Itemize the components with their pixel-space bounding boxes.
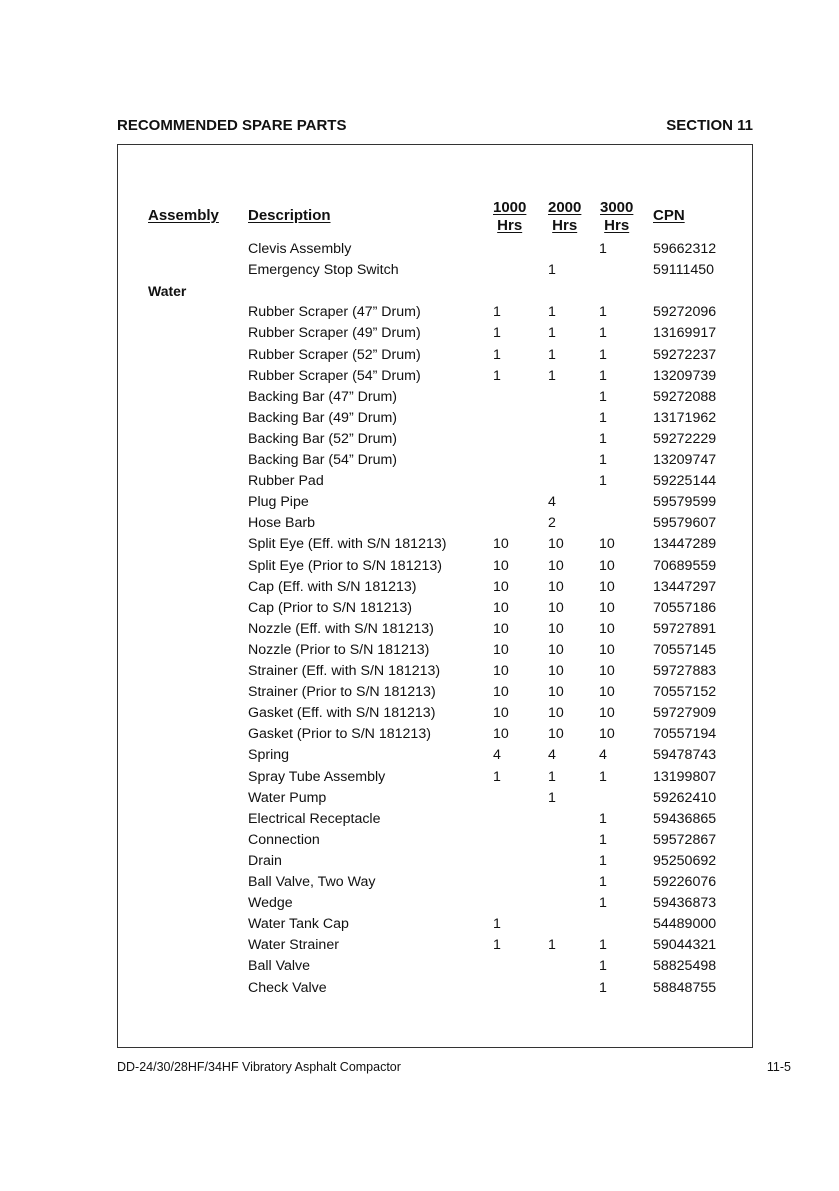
table-row: [118, 811, 752, 832]
description-cell: Spring: [248, 747, 290, 764]
qty-3000hrs-cell: 1: [599, 831, 607, 848]
cpn-cell: 59272237: [653, 346, 717, 363]
description-cell: Gasket (Prior to S/N 181213): [248, 726, 431, 743]
cpn-cell: 13447289: [653, 536, 717, 553]
table-row: [118, 452, 752, 473]
table-row: [118, 747, 752, 768]
cpn-cell: 59044321: [653, 937, 717, 954]
description-cell: Check Valve: [248, 979, 327, 996]
description-cell: Ball Valve, Two Way: [248, 874, 376, 890]
qty-3000hrs-cell: 1: [599, 473, 607, 490]
cpn-cell: 59262410: [653, 789, 717, 806]
description-cell: Cap (Prior to S/N 181213): [248, 599, 413, 616]
cpn-cell: 59727909: [653, 705, 717, 722]
qty-2000hrs-cell: 1: [548, 768, 556, 785]
qty-3000hrs-cell: 10: [599, 599, 615, 616]
cpn-cell: 95250692: [653, 852, 717, 869]
qty-2000hrs-cell: 10: [548, 578, 564, 595]
qty-2000hrs-cell: 1: [548, 262, 556, 279]
qty-3000hrs-cell: 10: [599, 705, 615, 722]
cpn-cell: 70557186: [653, 599, 717, 616]
col-1000hrs-bottom: Hrs: [497, 217, 523, 234]
col-1000hrs-top: 1000: [493, 199, 527, 216]
cpn-cell: 58825498: [653, 958, 717, 975]
table-row: [118, 431, 752, 452]
table-row: [118, 642, 752, 663]
table-row: [118, 621, 752, 642]
cpn-cell: 59478743: [653, 747, 717, 764]
description-cell: Water Strainer: [248, 937, 339, 954]
table-row: [118, 874, 752, 895]
cpn-cell: 59272088: [653, 388, 717, 405]
qty-2000hrs-cell: 10: [548, 726, 564, 743]
description-cell: Drain: [248, 852, 282, 869]
table-row: [118, 325, 752, 346]
qty-1000hrs-cell: 10: [493, 663, 509, 679]
col-2000hrs-header: [548, 199, 581, 235]
qty-3000hrs-cell: 1: [599, 937, 607, 954]
cpn-cell: 54489000: [653, 916, 717, 933]
qty-3000hrs-cell: 1: [599, 895, 607, 912]
cpn-cell: 59727883: [653, 663, 717, 679]
qty-1000hrs-cell: 10: [493, 705, 509, 722]
description-cell: Electrical Receptacle: [248, 810, 381, 827]
table-row: [118, 558, 752, 579]
table-row: [118, 769, 752, 790]
table-row: [118, 241, 752, 262]
qty-3000hrs-cell: 1: [599, 979, 607, 996]
qty-1000hrs-cell: 1: [493, 916, 501, 933]
cpn-cell: 59272229: [653, 430, 717, 447]
description-cell: Emergency Stop Switch: [248, 262, 399, 279]
qty-2000hrs-cell: 1: [548, 304, 556, 321]
qty-2000hrs-cell: 10: [548, 705, 564, 722]
description-cell: Plug Pipe: [248, 494, 309, 511]
qty-1000hrs-cell: 1: [493, 367, 501, 384]
qty-2000hrs-cell: 10: [548, 599, 564, 616]
cpn-cell: 59436865: [653, 810, 717, 827]
page-title: RECOMMENDED SPARE PARTS: [117, 117, 347, 134]
col-assembly-header: Assembly: [148, 207, 219, 224]
col-description-header: Description: [248, 207, 331, 224]
cpn-cell: 13169917: [653, 325, 717, 342]
qty-2000hrs-cell: 4: [548, 494, 556, 511]
table-row: [118, 389, 752, 410]
qty-2000hrs-cell: 1: [548, 789, 556, 806]
qty-1000hrs-cell: 1: [493, 768, 501, 785]
qty-1000hrs-cell: 10: [493, 578, 509, 595]
col-3000hrs-bottom: Hrs: [604, 217, 630, 234]
qty-2000hrs-cell: 1: [548, 937, 556, 954]
table-row: [118, 473, 752, 494]
table-row: [118, 790, 752, 811]
cpn-cell: 13209747: [653, 452, 717, 468]
description-cell: Water Pump: [248, 789, 327, 806]
qty-3000hrs-cell: 1: [599, 367, 607, 384]
qty-1000hrs-cell: 1: [493, 325, 501, 342]
qty-3000hrs-cell: 1: [599, 452, 607, 468]
description-cell: Spray Tube Assembly: [248, 768, 386, 785]
qty-1000hrs-cell: 1: [493, 304, 501, 321]
col-3000hrs-header: [600, 199, 633, 235]
cpn-cell: 13447297: [653, 578, 717, 595]
table-row: [118, 368, 752, 389]
description-cell: Rubber Scraper (47” Drum): [248, 304, 421, 321]
table-row: [118, 916, 752, 937]
table-row: [118, 895, 752, 916]
parts-table-frame: [117, 144, 753, 1048]
description-cell: Nozzle (Eff. with S/N 181213): [248, 620, 434, 637]
qty-3000hrs-cell: 1: [599, 241, 607, 257]
table-row: [118, 726, 752, 747]
cpn-cell: 59579607: [653, 515, 717, 532]
description-cell: Strainer (Eff. with S/N 181213): [248, 663, 441, 679]
table-row: [118, 579, 752, 600]
qty-2000hrs-cell: 4: [548, 747, 556, 764]
col-3000hrs-top: 3000: [600, 199, 634, 216]
description-cell: Backing Bar (54” Drum): [248, 452, 398, 468]
section-label: SECTION 11: [666, 117, 753, 134]
description-cell: Nozzle (Prior to S/N 181213): [248, 641, 430, 658]
description-cell: Split Eye (Prior to S/N 181213): [248, 557, 442, 574]
qty-2000hrs-cell: 10: [548, 620, 564, 637]
footer-page-number: 11-5: [766, 1060, 791, 1074]
qty-3000hrs-cell: 10: [599, 641, 615, 658]
description-cell: Rubber Scraper (49” Drum): [248, 325, 421, 342]
description-cell: Water Tank Cap: [248, 916, 349, 933]
col-cpn-header: CPN: [653, 207, 685, 224]
qty-1000hrs-cell: 10: [493, 726, 509, 743]
qty-1000hrs-cell: 10: [493, 599, 509, 616]
cpn-cell: 13209739: [653, 367, 717, 384]
table-row: [118, 937, 752, 958]
table-row: [118, 600, 752, 621]
table-row: [118, 853, 752, 874]
table-row: [118, 705, 752, 726]
qty-3000hrs-cell: 10: [599, 726, 615, 743]
description-cell: Strainer (Prior to S/N 181213): [248, 684, 436, 701]
qty-3000hrs-cell: 10: [599, 578, 615, 595]
description-cell: Backing Bar (49” Drum): [248, 409, 398, 426]
qty-1000hrs-cell: 10: [493, 620, 509, 637]
table-row: [118, 515, 752, 536]
qty-3000hrs-cell: 1: [599, 388, 607, 405]
cpn-cell: 70557194: [653, 726, 717, 743]
qty-2000hrs-cell: 1: [548, 367, 556, 384]
cpn-cell: 70689559: [653, 557, 717, 574]
cpn-cell: 13171962: [653, 409, 717, 426]
qty-2000hrs-cell: 1: [548, 325, 556, 342]
qty-3000hrs-cell: 1: [599, 409, 607, 426]
qty-1000hrs-cell: 10: [493, 684, 509, 701]
description-cell: Split Eye (Eff. with S/N 181213): [248, 536, 447, 553]
assembly-group-label: Water: [148, 283, 187, 300]
cpn-cell: 13199807: [653, 768, 717, 785]
table-row: [118, 832, 752, 853]
description-cell: Backing Bar (52” Drum): [248, 430, 398, 447]
qty-3000hrs-cell: 1: [599, 325, 607, 342]
qty-1000hrs-cell: 1: [493, 346, 501, 363]
qty-3000hrs-cell: 10: [599, 684, 615, 701]
qty-3000hrs-cell: 1: [599, 304, 607, 321]
qty-2000hrs-cell: 10: [548, 536, 564, 553]
cpn-cell: 59111450: [653, 262, 715, 279]
table-row: [118, 663, 752, 684]
col-2000hrs-top: 2000: [548, 199, 582, 216]
description-cell: Clevis Assembly: [248, 241, 352, 257]
cpn-cell: 59226076: [653, 874, 717, 890]
cpn-cell: 58848755: [653, 979, 717, 996]
table-row: [118, 304, 752, 325]
description-cell: Cap (Eff. with S/N 181213): [248, 578, 417, 595]
table-row: [118, 536, 752, 557]
cpn-cell: 70557145: [653, 641, 717, 658]
qty-1000hrs-cell: 10: [493, 641, 509, 658]
qty-2000hrs-cell: 10: [548, 557, 564, 574]
qty-2000hrs-cell: 10: [548, 641, 564, 658]
qty-1000hrs-cell: 10: [493, 536, 509, 553]
qty-3000hrs-cell: 10: [599, 536, 615, 553]
cpn-cell: 59436873: [653, 895, 717, 912]
description-cell: Rubber Scraper (52” Drum): [248, 346, 421, 363]
qty-3000hrs-cell: 1: [599, 874, 607, 890]
assembly-group-row: [118, 283, 752, 304]
qty-3000hrs-cell: 1: [599, 852, 607, 869]
description-cell: Wedge: [248, 895, 293, 912]
qty-2000hrs-cell: 10: [548, 663, 564, 679]
description-cell: Connection: [248, 831, 320, 848]
qty-3000hrs-cell: 1: [599, 768, 607, 785]
qty-3000hrs-cell: 10: [599, 663, 615, 679]
qty-3000hrs-cell: 1: [599, 810, 607, 827]
cpn-cell: 59272096: [653, 304, 717, 321]
qty-2000hrs-cell: 10: [548, 684, 564, 701]
cpn-cell: 59727891: [653, 620, 717, 637]
cpn-cell: 59225144: [653, 473, 717, 490]
qty-3000hrs-cell: 1: [599, 958, 607, 975]
table-row: [118, 410, 752, 431]
table-row: [118, 980, 752, 1001]
description-cell: Hose Barb: [248, 515, 316, 532]
description-cell: Rubber Pad: [248, 473, 324, 490]
description-cell: Backing Bar (47” Drum): [248, 388, 398, 405]
table-row: [118, 347, 752, 368]
footer-model: DD-24/30/28HF/34HF Vibratory Asphalt Compactor: [117, 1060, 401, 1074]
description-cell: Gasket (Eff. with S/N 181213): [248, 705, 436, 722]
qty-2000hrs-cell: 2: [548, 515, 556, 532]
table-row: [118, 494, 752, 515]
qty-2000hrs-cell: 1: [548, 346, 556, 363]
table-row: [118, 684, 752, 705]
cpn-cell: 59662312: [653, 241, 717, 257]
table-row: [118, 262, 752, 283]
table-row: [118, 958, 752, 979]
qty-3000hrs-cell: 1: [599, 430, 607, 447]
qty-3000hrs-cell: 10: [599, 620, 615, 637]
qty-3000hrs-cell: 10: [599, 557, 615, 574]
col-1000hrs-header: [493, 199, 526, 235]
cpn-cell: 59579599: [653, 494, 717, 511]
qty-3000hrs-cell: 4: [599, 747, 607, 764]
description-cell: Ball Valve: [248, 958, 311, 975]
qty-1000hrs-cell: 1: [493, 937, 501, 954]
cpn-cell: 70557152: [653, 684, 717, 701]
cpn-cell: 59572867: [653, 831, 717, 848]
qty-1000hrs-cell: 4: [493, 747, 501, 764]
qty-1000hrs-cell: 10: [493, 557, 509, 574]
col-2000hrs-bottom: Hrs: [552, 217, 578, 234]
qty-3000hrs-cell: 1: [599, 346, 607, 363]
description-cell: Rubber Scraper (54” Drum): [248, 367, 421, 384]
